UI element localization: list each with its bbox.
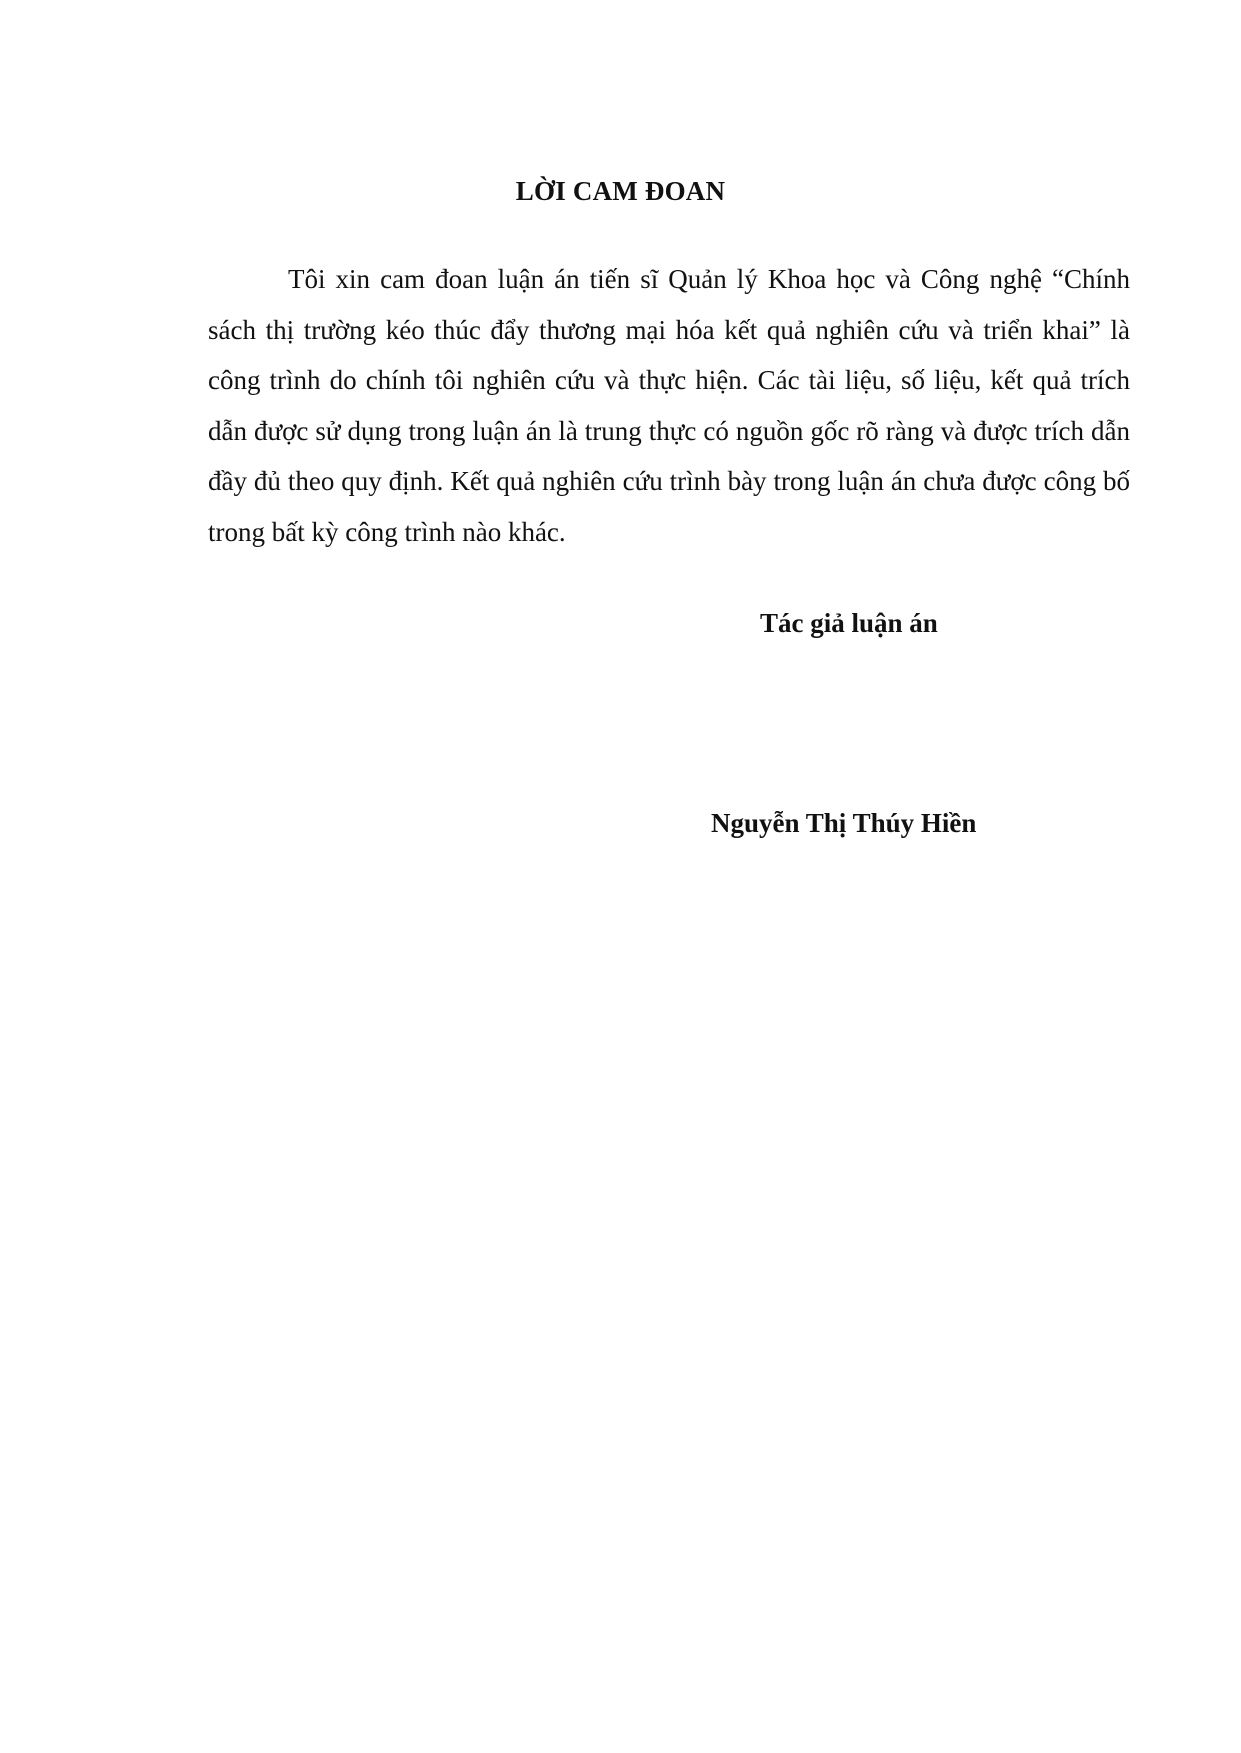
page-title: LỜI CAM ĐOAN [515,176,726,206]
author-name: Nguyễn Thị Thúy Hiền [711,808,977,838]
declaration-paragraph: Tôi xin cam đoan luận án tiến sĩ Quản lý Khoa học và Công nghệ “Chính sách thị trường kéo thúc đẩy thương mại hóa kết quả nghiên cứu và triển khai” là công trình do chính tôi nghiên cứu và thực hiện. Các tài liệu, số liệu, kết quả trích dẫn được sử dụng trong luận án là trung thực có nguồn gốc rõ ràng và được trích dẫn đầy đủ theo quy định. Kết quả nghiên cứu trình bày trong luận án chưa được công bố trong bất kỳ công trình nào khác. [208,264,1130,547]
author-label: Tác giả luận án [760,608,938,638]
